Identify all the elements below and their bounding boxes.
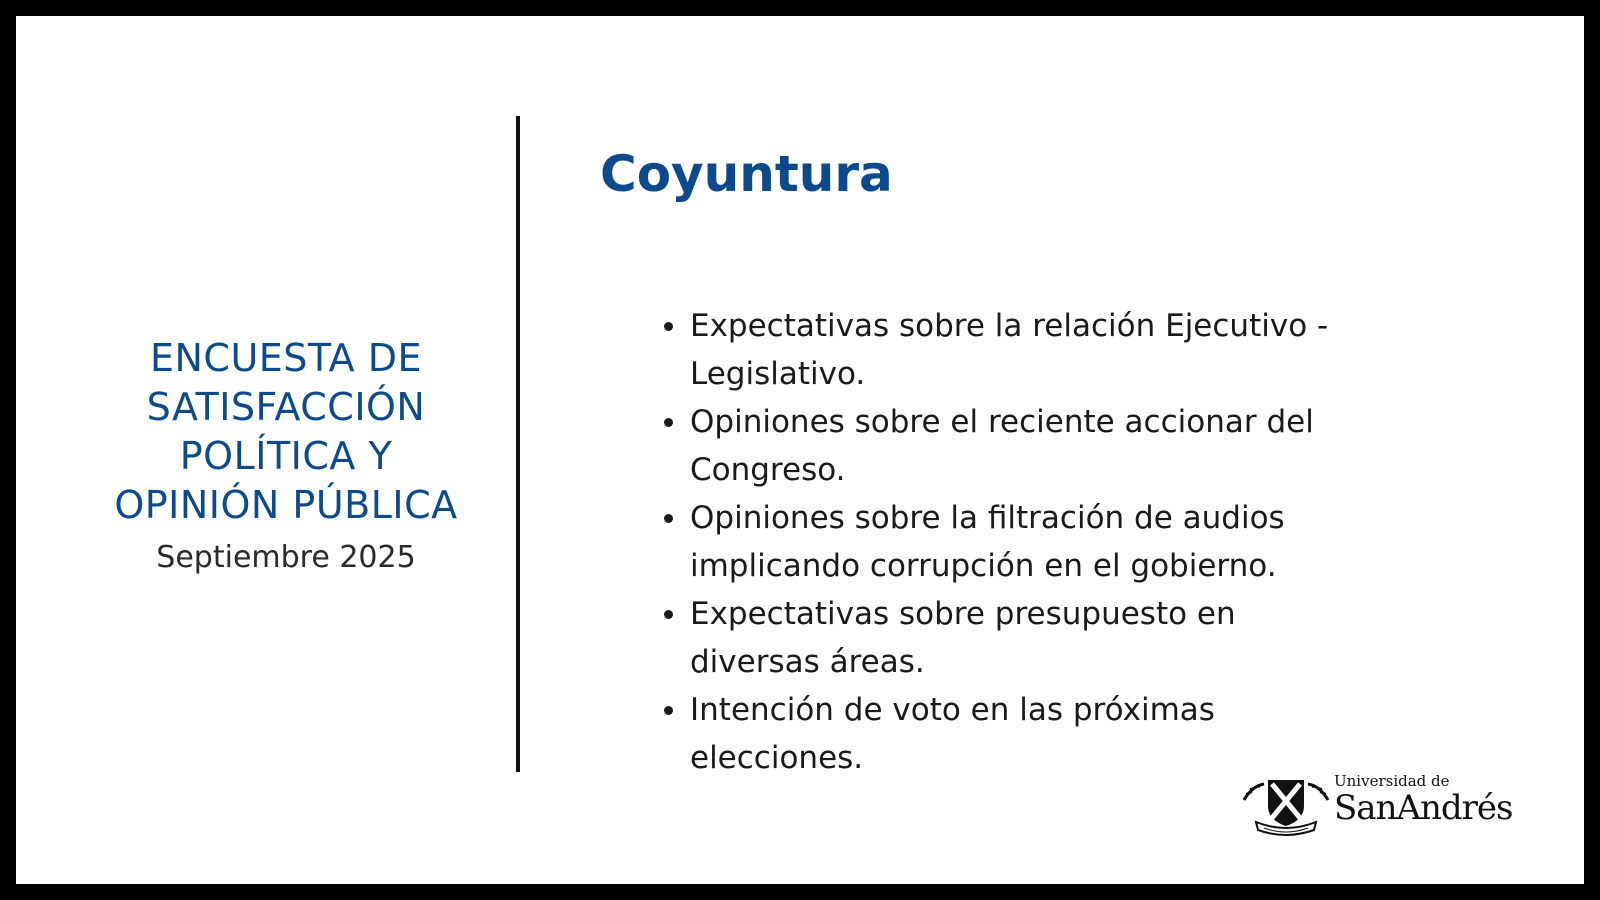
list-item [690, 494, 1490, 590]
slide [16, 16, 1584, 884]
list-item-line: Opiniones sobre la filtración de audios [690, 500, 1285, 536]
list-item [690, 590, 1490, 686]
survey-title-line: OPINIÓN PÚBLICA [114, 483, 458, 527]
vertical-divider [516, 116, 520, 772]
list-item [690, 302, 1490, 398]
survey-title-line: ENCUESTA DE [149, 336, 423, 380]
list-item [690, 686, 1490, 782]
bullet-icon [664, 322, 673, 331]
list-item-line: Legislativo. [690, 356, 866, 392]
survey-title [60, 334, 512, 530]
logo-small-text: Universidad de [1334, 772, 1450, 790]
list-item-line: Expectativas sobre la relación Ejecutivo - [690, 308, 1329, 344]
list-item-line: Intención de voto en las próximas [690, 692, 1215, 728]
section-title: Coyuntura [600, 145, 893, 203]
list-item-line: diversas áreas. [690, 644, 925, 680]
bullet-icon [664, 610, 673, 619]
logo-big-text: SanAndrés [1334, 788, 1513, 828]
survey-date: Septiembre 2025 [156, 540, 416, 575]
bullet-icon [664, 514, 673, 523]
survey-title-line: POLÍTICA Y [179, 434, 393, 478]
list-item-line: elecciones. [690, 740, 864, 776]
bullet-icon [664, 418, 673, 427]
university-crest-icon [1238, 772, 1334, 836]
university-logo [1238, 772, 1538, 836]
bullet-icon [664, 706, 673, 715]
topic-list [666, 302, 1490, 782]
list-item-line: Opiniones sobre el reciente accionar del [690, 404, 1314, 440]
list-item-line: Expectativas sobre presupuesto en [690, 596, 1236, 632]
list-item [690, 398, 1490, 494]
survey-header [60, 334, 512, 578]
survey-title-line: SATISFACCIÓN [146, 385, 426, 429]
list-item-line: implicando corrupción en el gobierno. [690, 548, 1277, 584]
list-item-line: Congreso. [690, 452, 846, 488]
